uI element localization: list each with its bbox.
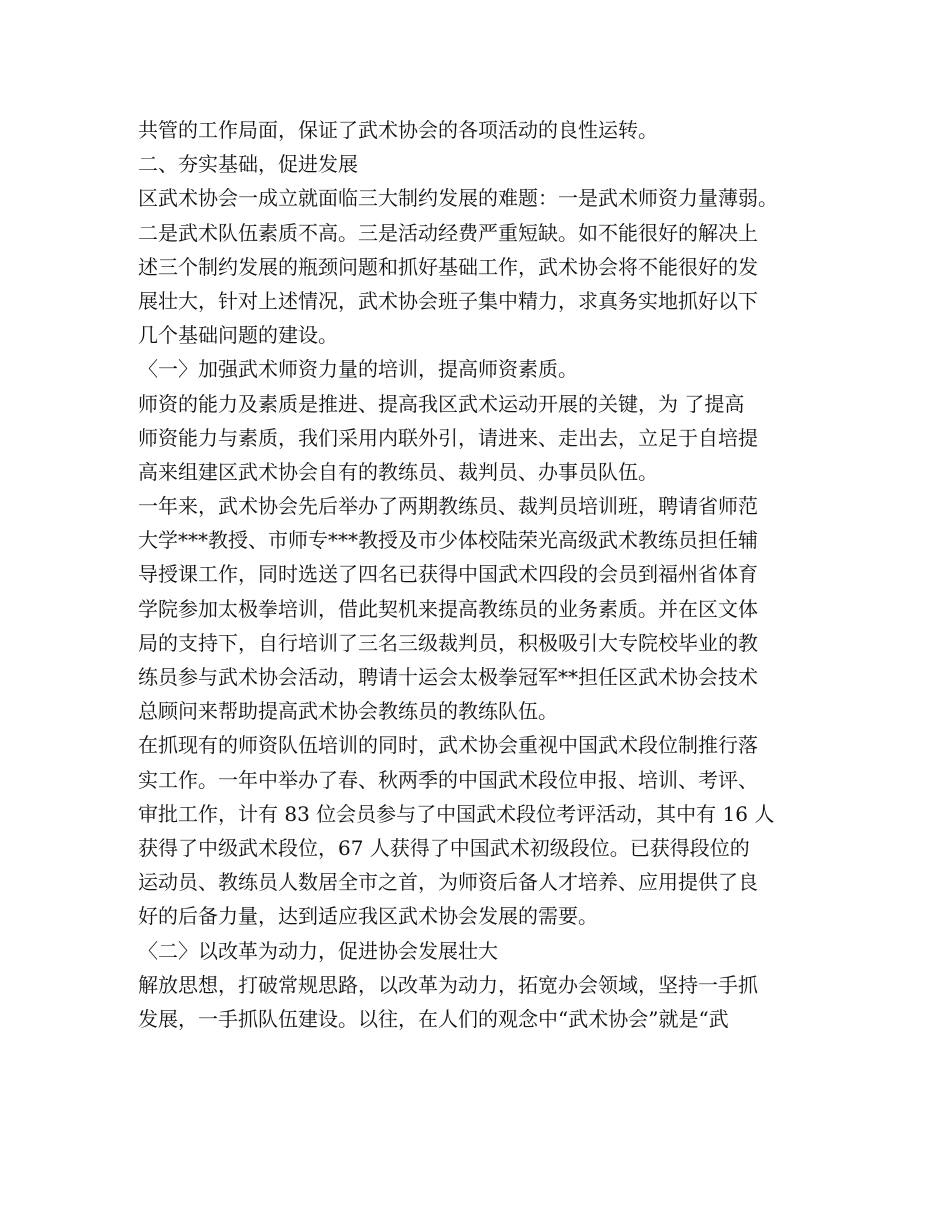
text-line-1: 共管的工作局面，保证了武术协会的各项活动的良性运转。 bbox=[138, 118, 658, 142]
text-line-16: 局的支持下，自行培训了三名三级裁判员，积极吸引大专院校毕业的教 bbox=[138, 630, 758, 655]
section-heading: 二、夯实基础，促进发展 bbox=[138, 152, 358, 177]
text-line-21: 审批工作，计有 83 位会员参与了中国武术段位考评活动，其中有 16 人 bbox=[138, 801, 775, 826]
text-line-9: 师资的能力及素质是推进、提高我区武术运动开展的关键，为 了提高 bbox=[138, 391, 745, 416]
text-line-3: 区武术协会一成立就面临三大制约发展的难题：一是武术师资力量薄弱。 bbox=[138, 186, 778, 211]
text-line-24: 好的后备力量，达到适应我区武术协会发展的需要。 bbox=[138, 904, 598, 929]
text-line-15: 学院参加太极拳培训，借此契机来提高教练员的业务素质。并在区文体 bbox=[138, 596, 758, 621]
text-line-6: 展壮大，针对上述情况，武术协会班子集中精力，求真务实地抓好以下 bbox=[138, 288, 758, 313]
text-line-17: 练员参与武术协会活动，聘请十运会太极拳冠军**担任区武术协会技术 bbox=[138, 665, 758, 689]
text-line-19: 在抓现有的师资队伍培训的同时，武术协会重视中国武术段位制推行落 bbox=[138, 733, 758, 758]
text-line-23: 运动员、教练员人数居全市之首，为师资后备人才培养、应用提供了良 bbox=[138, 870, 758, 895]
text-line-26: 解放思想，打破常规思路，以改革为动力，拓宽办会领域，坚持一手抓 bbox=[138, 972, 758, 997]
subsection-heading-2: 〈二〉以改革为动力，促进协会发展壮大 bbox=[138, 938, 498, 963]
text-line-12: 一年来，武术协会先后举办了两期教练员、裁判员培训班，聘请省师范 bbox=[138, 494, 758, 519]
text-line-10: 师资能力与素质，我们采用内联外引，请进来、走出去，立足于自培提 bbox=[138, 425, 758, 450]
text-line-5: 述三个制约发展的瓶颈问题和抓好基础工作，武术协会将不能很好的发 bbox=[138, 254, 758, 279]
subsection-heading-1: 〈一〉加强武术师资力量的培训，提高师资素质。 bbox=[138, 357, 578, 382]
text-line-7: 几个基础问题的建设。 bbox=[138, 323, 338, 348]
text-line-22: 获得了中级武术段位，67 人获得了中国武术初级段位。已获得段位的 bbox=[138, 835, 750, 860]
text-line-13: 大学***教授、市师专***教授及市少体校陆荣光高级武术教练员担任辅 bbox=[138, 528, 758, 553]
text-line-27: 发展，一手抓队伍建设。以往，在人们的观念中“武术协会”就是“武 bbox=[138, 1006, 729, 1031]
text-line-20: 实工作。一年中举办了春、秋两季的中国武术段位申报、培训、考评、 bbox=[138, 767, 758, 792]
text-line-4: 二是武术队伍素质不高。三是活动经费严重短缺。如不能很好的解决上 bbox=[138, 220, 758, 245]
text-line-14: 导授课工作，同时选送了四名已获得中国武术四段的会员到福州省体育 bbox=[138, 562, 758, 587]
document-body bbox=[138, 113, 838, 1036]
text-line-11: 高来组建区武术协会自有的教练员、裁判员、办事员队伍。 bbox=[138, 459, 658, 484]
text-line-18: 总顾问来帮助提高武术协会教练员的教练队伍。 bbox=[138, 699, 558, 724]
